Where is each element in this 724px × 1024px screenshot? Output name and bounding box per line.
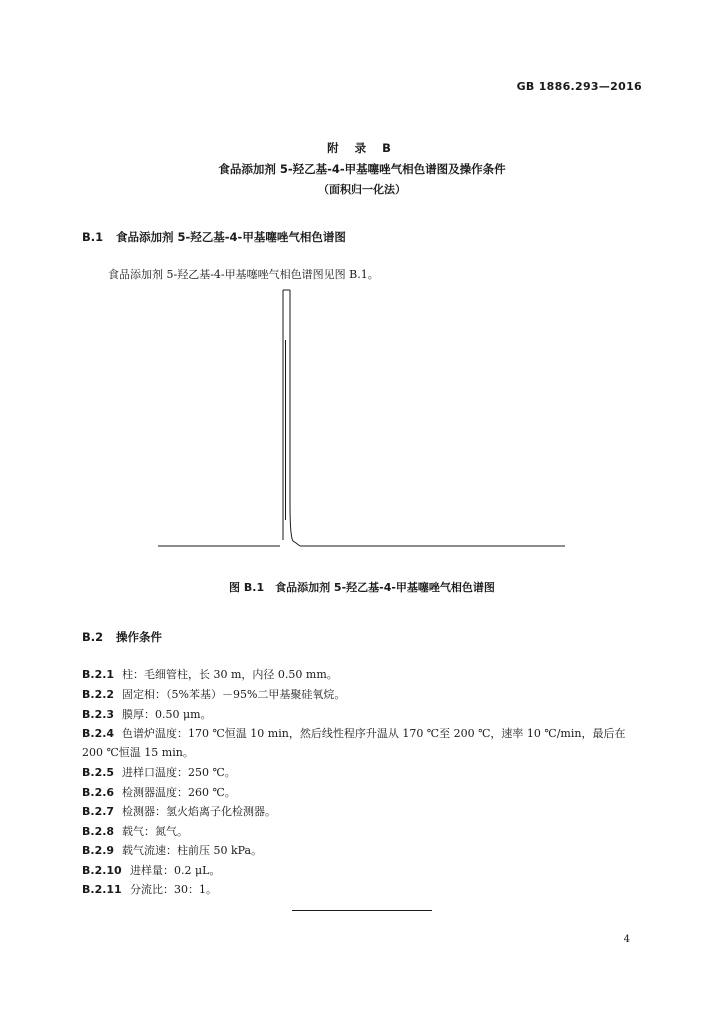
section-b2-heading — [82, 629, 162, 645]
section-b1-number: B.1 — [82, 230, 104, 244]
condition-number: B.2.4 — [82, 727, 115, 740]
section-b1-title: 食品添加剂 5-羟乙基-4-甲基噻唑气相色谱图 — [116, 230, 346, 244]
annex-title: 食品添加剂 5-羟乙基-4-甲基噻唑气相色谱图及操作条件 — [218, 162, 506, 176]
condition-item — [82, 686, 345, 702]
condition-number: B.2.5 — [82, 766, 115, 779]
figure-caption: 图 B.1 食品添加剂 5-羟乙基-4-甲基噻唑气相色谱图 — [229, 581, 495, 594]
condition-number: B.2.10 — [82, 864, 122, 877]
condition-number: B.2.1 — [82, 668, 115, 681]
condition-item — [82, 706, 212, 722]
condition-text: 载气流速：柱前压 50 kPa。 — [122, 844, 263, 857]
condition-number: B.2.8 — [82, 825, 115, 838]
page-number: 4 — [623, 934, 630, 945]
condition-item — [82, 666, 338, 682]
condition-text: 载气：氮气。 — [122, 825, 188, 838]
condition-item — [82, 842, 262, 858]
condition-number: B.2.6 — [82, 786, 115, 799]
section-b1-paragraph: 食品添加剂 5-羟乙基-4-甲基噻唑气相色谱图见图 B.1。 — [108, 268, 379, 281]
condition-number: B.2.11 — [82, 883, 122, 896]
condition-item — [82, 803, 276, 819]
condition-text: 检测器：氢火焰离子化检测器。 — [122, 805, 276, 818]
condition-number: B.2.3 — [82, 708, 115, 721]
condition-text: 膜厚：0.50 μm。 — [122, 708, 212, 721]
annex-subtitle: （面积归一化法） — [318, 183, 406, 196]
condition-item — [82, 881, 217, 897]
condition-text: 分流比：30：1。 — [130, 883, 217, 896]
condition-text: 进样口温度：250 ℃。 — [122, 766, 236, 779]
condition-item — [82, 764, 236, 780]
condition-text: 柱：毛细管柱，长 30 m，内径 0.50 mm。 — [122, 668, 338, 681]
condition-text: 进样量：0.2 μL。 — [130, 864, 221, 877]
annex-label: 附 录 B — [327, 141, 397, 155]
condition-number: B.2.9 — [82, 844, 115, 857]
chromatogram-peak-tail — [290, 504, 300, 546]
condition-number: B.2.7 — [82, 805, 115, 818]
condition-item — [82, 862, 220, 878]
condition-item-continuation — [82, 744, 194, 760]
section-b2-title: 操作条件 — [116, 630, 162, 644]
condition-number: B.2.2 — [82, 688, 115, 701]
condition-item — [82, 784, 236, 800]
standard-code: GB 1886.293—2016 — [516, 80, 642, 93]
condition-item — [82, 725, 625, 741]
end-rule — [292, 910, 432, 911]
condition-item — [82, 823, 188, 839]
condition-continuation-text: 200 ℃恒温 15 min。 — [82, 746, 194, 759]
condition-text: 色谱炉温度：170 ℃恒温 10 min，然后线性程序升温从 170 ℃至 200 ℃，速率 10 ℃/min，最后在 — [122, 727, 626, 740]
section-b2-number: B.2 — [82, 630, 104, 644]
condition-text: 检测器温度：260 ℃。 — [122, 786, 236, 799]
condition-text: 固定相：（5%苯基）－95%二甲基聚硅氧烷。 — [122, 688, 346, 701]
